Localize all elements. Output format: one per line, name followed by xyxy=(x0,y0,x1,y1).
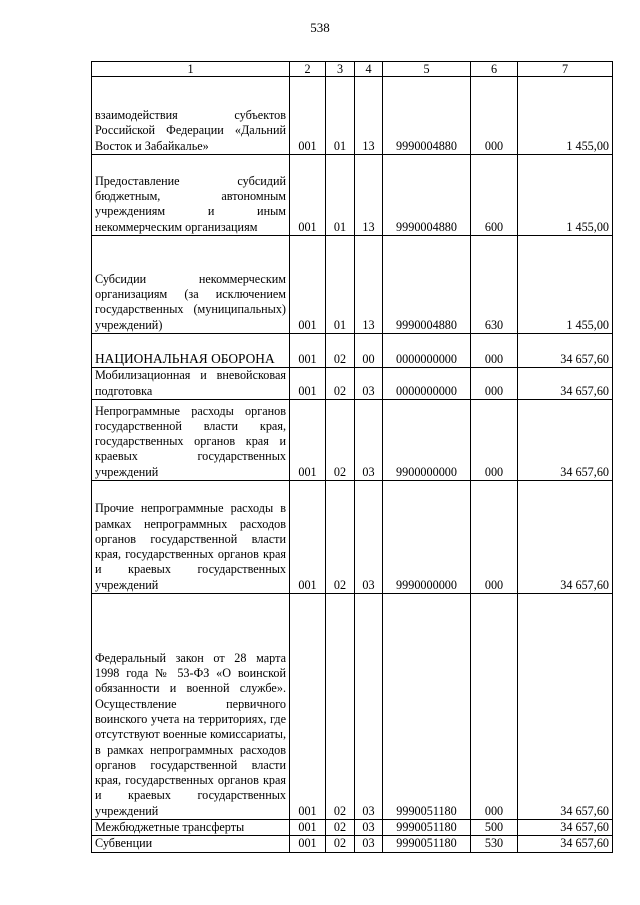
cell-grbs: 001 xyxy=(290,400,326,481)
row-name: Предоставление субсидий бюджетным, автономным учреждениям и иным некоммерческим организациям xyxy=(92,155,290,236)
row-name: Межбюджетные трансферты xyxy=(92,820,290,836)
row-name: Субвенции xyxy=(92,836,290,852)
table-row xyxy=(92,334,613,368)
cell-amount: 1 455,00 xyxy=(518,236,613,334)
cell-grbs: 001 xyxy=(290,77,326,155)
cell-expense-type: 600 xyxy=(471,155,518,236)
cell-section: 02 xyxy=(326,836,355,852)
table-row xyxy=(92,481,613,594)
cell-subsection: 03 xyxy=(355,400,383,481)
cell-expense-type: 530 xyxy=(471,836,518,852)
cell-amount: 34 657,60 xyxy=(518,836,613,852)
cell-subsection: 03 xyxy=(355,594,383,820)
budget-table xyxy=(91,61,613,853)
cell-expense-type: 500 xyxy=(471,820,518,836)
cell-amount: 34 657,60 xyxy=(518,820,613,836)
row-name: взаимодействия субъектов Российской Федерации «Дальний Восток и Забайкалье» xyxy=(92,77,290,155)
cell-amount: 1 455,00 xyxy=(518,155,613,236)
row-name: НАЦИОНАЛЬНАЯ ОБОРОНА xyxy=(92,334,290,368)
cell-target-article: 9990051180 xyxy=(383,820,471,836)
cell-expense-type: 000 xyxy=(471,334,518,368)
cell-expense-type: 000 xyxy=(471,368,518,400)
cell-section: 02 xyxy=(326,334,355,368)
cell-target-article: 0000000000 xyxy=(383,368,471,400)
table-row xyxy=(92,820,613,836)
cell-target-article: 9990051180 xyxy=(383,836,471,852)
table-row xyxy=(92,594,613,820)
cell-target-article: 9900000000 xyxy=(383,400,471,481)
cell-grbs: 001 xyxy=(290,836,326,852)
cell-target-article: 9990004880 xyxy=(383,155,471,236)
table-row xyxy=(92,368,613,400)
header-cell: 2 xyxy=(290,62,326,77)
header-cell: 4 xyxy=(355,62,383,77)
cell-subsection: 03 xyxy=(355,481,383,594)
cell-section: 02 xyxy=(326,820,355,836)
cell-amount: 34 657,60 xyxy=(518,481,613,594)
cell-amount: 34 657,60 xyxy=(518,400,613,481)
cell-amount: 34 657,60 xyxy=(518,368,613,400)
header-cell: 3 xyxy=(326,62,355,77)
cell-section: 01 xyxy=(326,236,355,334)
cell-subsection: 00 xyxy=(355,334,383,368)
cell-amount: 34 657,60 xyxy=(518,594,613,820)
cell-section: 02 xyxy=(326,400,355,481)
cell-target-article: 0000000000 xyxy=(383,334,471,368)
cell-grbs: 001 xyxy=(290,236,326,334)
cell-section: 02 xyxy=(326,594,355,820)
cell-amount: 34 657,60 xyxy=(518,334,613,368)
cell-subsection: 13 xyxy=(355,236,383,334)
header-cell: 7 xyxy=(518,62,613,77)
table-row xyxy=(92,155,613,236)
cell-expense-type: 000 xyxy=(471,400,518,481)
cell-expense-type: 000 xyxy=(471,481,518,594)
row-name: Прочие непрограммные расходы в рамках непрограммных расходов органов государственной власти края, государственных органов края и краевых государственных учреждений xyxy=(92,481,290,594)
cell-grbs: 001 xyxy=(290,155,326,236)
row-name: Мобилизационная и вневойсковая подготовка xyxy=(92,368,290,400)
table-row xyxy=(92,77,613,155)
cell-section: 01 xyxy=(326,77,355,155)
cell-subsection: 03 xyxy=(355,820,383,836)
header-cell: 6 xyxy=(471,62,518,77)
row-name: Федеральный закон от 28 марта 1998 года № 53-ФЗ «О воинской обязанности и военной службе». Осуществление первичного воинского учета на территориях, где отсутствуют военные комиссариаты, в рамках непрограммных расходов органов государственной власти края, государственных органов края и краевых государственных учреждений xyxy=(92,594,290,820)
cell-target-article: 9990051180 xyxy=(383,594,471,820)
page-number: 538 xyxy=(310,20,330,35)
cell-section: 02 xyxy=(326,368,355,400)
cell-target-article: 9990004880 xyxy=(383,77,471,155)
cell-section: 02 xyxy=(326,481,355,594)
cell-grbs: 001 xyxy=(290,334,326,368)
cell-expense-type: 000 xyxy=(471,594,518,820)
row-name: Непрограммные расходы органов государственной власти края, государственных органов края и краевых государственных учреждений xyxy=(92,400,290,481)
cell-amount: 1 455,00 xyxy=(518,77,613,155)
cell-target-article: 9990000000 xyxy=(383,481,471,594)
cell-target-article: 9990004880 xyxy=(383,236,471,334)
header-cell: 5 xyxy=(383,62,471,77)
cell-grbs: 001 xyxy=(290,820,326,836)
cell-expense-type: 000 xyxy=(471,77,518,155)
cell-subsection: 03 xyxy=(355,836,383,852)
cell-grbs: 001 xyxy=(290,594,326,820)
cell-subsection: 03 xyxy=(355,368,383,400)
header-cell: 1 xyxy=(92,62,290,77)
table-row xyxy=(92,836,613,852)
row-name: Субсидии некоммерческим организациям (за исключением государственных (муниципальных) учреждений) xyxy=(92,236,290,334)
header-row xyxy=(92,62,613,77)
cell-grbs: 001 xyxy=(290,481,326,594)
cell-grbs: 001 xyxy=(290,368,326,400)
table-row xyxy=(92,236,613,334)
cell-subsection: 13 xyxy=(355,155,383,236)
cell-subsection: 13 xyxy=(355,77,383,155)
cell-section: 01 xyxy=(326,155,355,236)
cell-expense-type: 630 xyxy=(471,236,518,334)
table-row xyxy=(92,400,613,481)
